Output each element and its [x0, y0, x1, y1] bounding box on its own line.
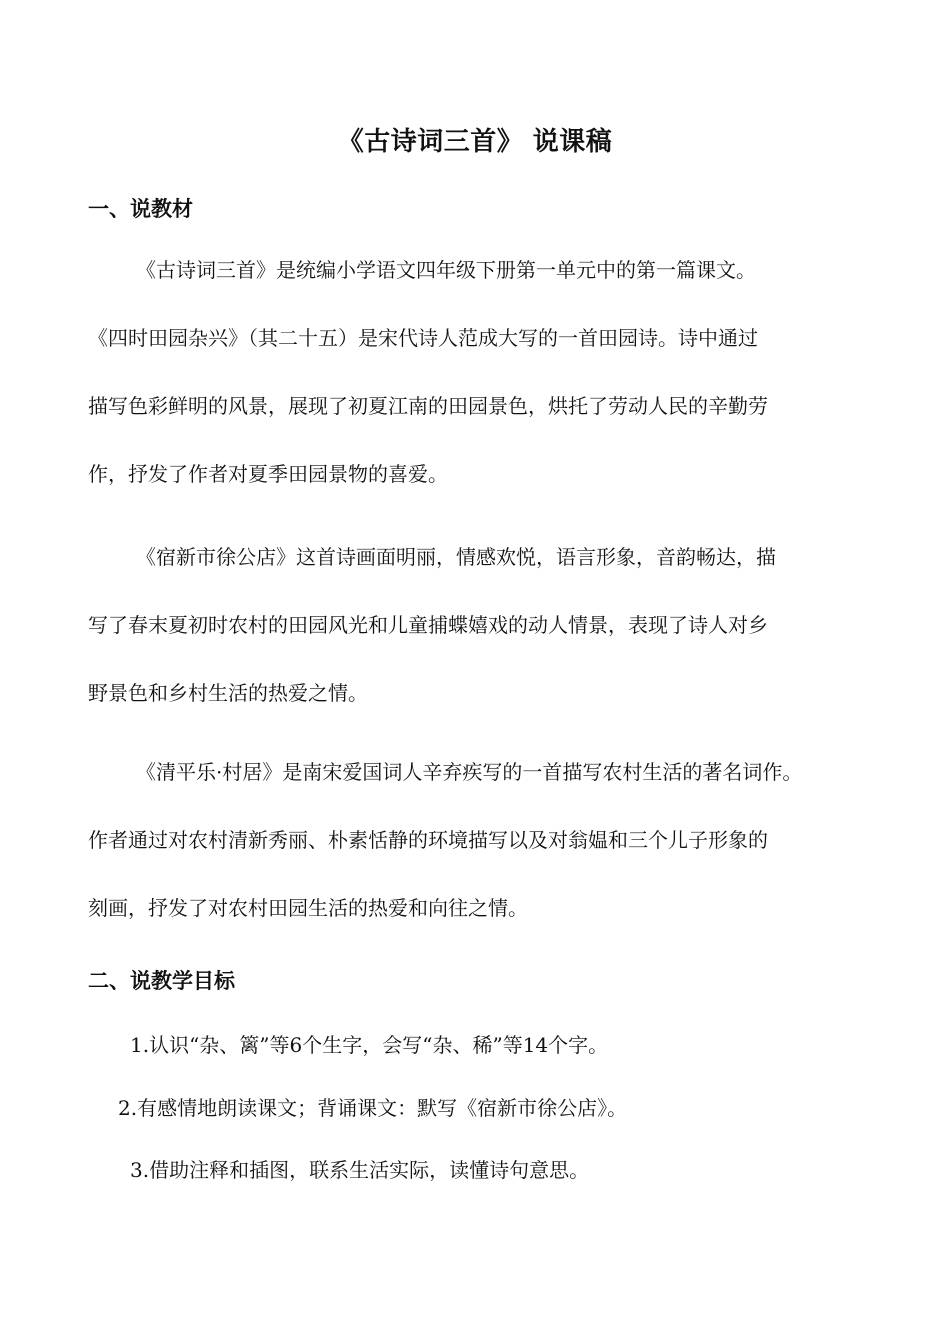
paragraph-poem-3	[88, 738, 858, 942]
paragraph-line: 《清平乐·村居》是南宋爱国词人辛弃疾写的一首描写农村生活的著名词作。	[136, 760, 803, 784]
paragraph-line: 《宿新市徐公店》这首诗画面明丽，情感欢悦，语言形象，音韵畅达，描	[136, 545, 776, 569]
paragraph-line: 写了春末夏初时农村的田园风光和儿童捕蝶嬉戏的动人情景，表现了诗人对乡	[88, 613, 768, 637]
paragraph-line: 描写色彩鲜明的风景，展现了初夏江南的田园景色，烘托了劳动人民的辛勤劳	[88, 394, 768, 418]
section-heading-textbook: 一、说教材	[88, 197, 193, 221]
section-heading-goals: 二、说教学目标	[88, 969, 235, 993]
goal-item-1: 1.认识“杂、篱”等6个生字，会写“杂、稀”等14个字。	[130, 1033, 609, 1057]
paragraph-poem-2	[88, 523, 858, 727]
paragraph-line: 野景色和乡村生活的热爱之情。	[88, 681, 368, 705]
goal-item-2: 2.有感情地朗读课文；背诵课文：默写《宿新市徐公店》。	[118, 1096, 628, 1120]
paragraph-line: 刻画，抒发了对农村田园生活的热爱和向往之情。	[88, 896, 528, 920]
paragraph-textbook-intro	[88, 236, 858, 508]
document-title: 《古诗词三首》 说课稿	[337, 127, 613, 157]
paragraph-line: 《古诗词三首》是统编小学语文四年级下册第一单元中的第一篇课文。	[136, 258, 756, 282]
paragraph-line: 作，抒发了作者对夏季田园景物的喜爱。	[88, 462, 448, 486]
paragraph-line: 《四时田园杂兴》（其二十五）是宋代诗人范成大写的一首田园诗。诗中通过	[88, 326, 758, 350]
goal-item-3: 3.借助注释和插图，联系生活实际，读懂诗句意思。	[130, 1158, 590, 1182]
paragraph-line: 作者通过对农村清新秀丽、朴素恬静的环境描写以及对翁媪和三个儿子形象的	[88, 828, 768, 852]
